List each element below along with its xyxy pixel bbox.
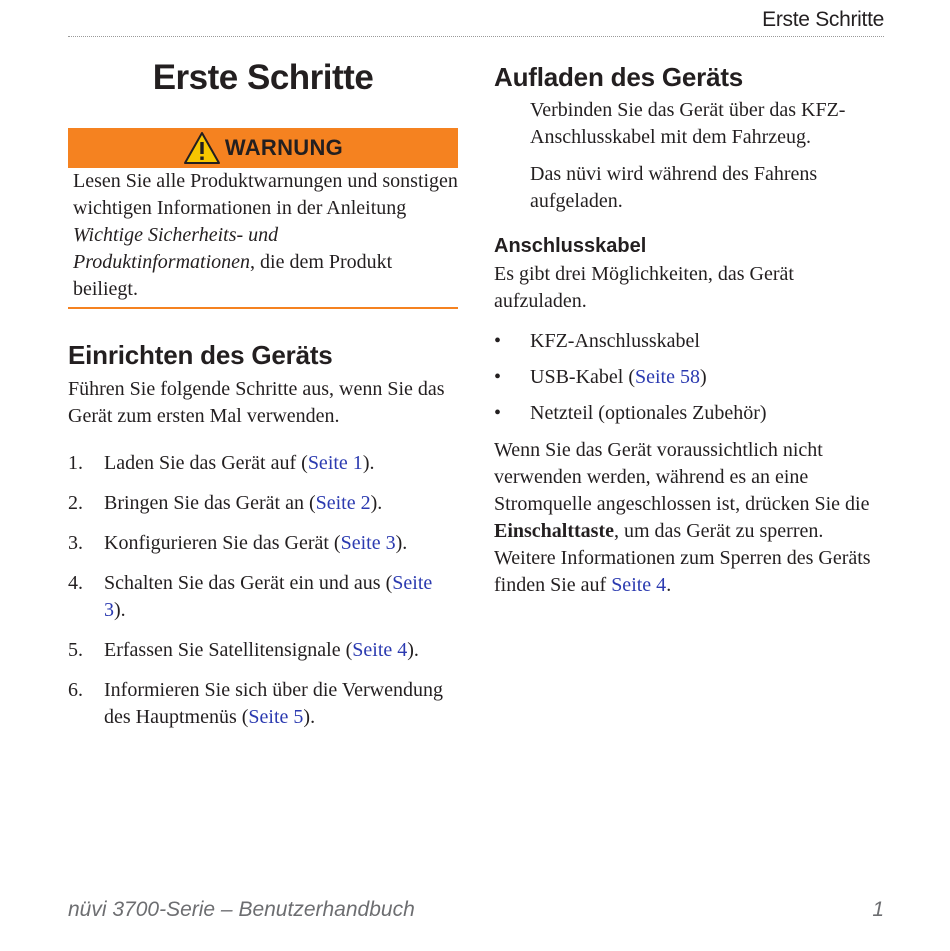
warning-label: WARNUNG [224, 135, 344, 160]
cables-intro: Es gibt drei Möglichkeiten, das Gerät aufzuladen. [494, 263, 794, 312]
page-link[interactable]: Seite 1 [307, 452, 363, 474]
step-text-part: ). [303, 706, 316, 728]
step-number: 5. [68, 639, 83, 661]
warning-banner [68, 128, 458, 168]
step-text [104, 570, 458, 624]
step-text [104, 637, 419, 664]
step-number: 4. [68, 572, 83, 594]
step-text-part: Laden Sie das Gerät auf ( [104, 452, 308, 474]
step-number: 1. [68, 452, 83, 474]
warning-text [73, 168, 458, 303]
step-text-part: ). [407, 639, 419, 661]
step-text-part: Schalten Sie das Gerät ein und aus ( [104, 572, 393, 594]
bullet: • [494, 402, 502, 424]
list-item [68, 637, 458, 664]
step-text [104, 530, 407, 557]
step-text-part: ). [114, 599, 126, 621]
list-item [494, 328, 886, 355]
closing-text-part: . [666, 574, 672, 596]
page-link[interactable]: Seite 3 [340, 532, 396, 554]
bullet-text-part: ) [699, 366, 707, 388]
charging-paragraph-1: Verbinden Sie das Gerät über das KFZ-Anschlusskabel mit dem Fahrzeug. [530, 99, 846, 148]
setup-heading: Einrichten des Geräts [68, 340, 333, 370]
power-key-label: Einschalttaste [494, 520, 614, 542]
cables-closing-paragraph [494, 437, 886, 599]
warning-text-part: , die dem Produkt beiliegt. [73, 251, 393, 300]
step-text [104, 490, 382, 517]
step-text-part: Konfigurieren Sie das Gerät ( [104, 532, 341, 554]
bullet-text-part: KFZ-Anschlusskabel [530, 330, 700, 352]
step-text-part: Informieren Sie sich über die Verwendung des Hauptmenüs ( [104, 679, 443, 728]
bullet-text-part: Netzteil (optionales Zubehör) [530, 402, 767, 424]
warning-divider [68, 307, 458, 309]
page-link[interactable]: Seite 58 [634, 366, 700, 388]
step-number: 3. [68, 532, 83, 554]
charging-heading: Aufladen des Geräts [494, 62, 744, 92]
cables-heading: Anschlusskabel [494, 235, 647, 257]
warning-doc-title: Wichtige Sicherheits- und Produktinformationen [73, 224, 279, 273]
page-title: Erste Schritte [152, 58, 374, 97]
page-link[interactable]: Seite 3 [104, 572, 433, 621]
list-item [68, 570, 458, 624]
step-text-part: ). [362, 452, 375, 474]
warning-triangle-icon [183, 131, 221, 165]
step-text-part: ). [370, 492, 383, 514]
running-header: Erste Schritte [762, 8, 884, 31]
page-link[interactable]: Seite 4 [352, 639, 408, 661]
bullet: • [494, 330, 502, 352]
setup-steps-list [68, 450, 458, 744]
step-text-part: Erfassen Sie Satellitensignale ( [104, 639, 353, 661]
closing-text-part: Wenn Sie das Gerät voraussichtlich nicht verwenden werden, während es an eine Stromquelle angeschlossen ist, drücken Sie die [494, 439, 870, 515]
header-divider [68, 36, 884, 37]
bullet: • [494, 366, 502, 388]
step-number: 2. [68, 492, 83, 514]
list-item [68, 490, 458, 517]
charging-paragraph-2: Das nüvi wird während des Fahrens aufgeladen. [530, 163, 818, 212]
bullet-text-part: USB-Kabel ( [530, 366, 635, 388]
list-item [68, 450, 458, 477]
footer-page-number: 1 [872, 898, 884, 921]
list-item [68, 530, 458, 557]
page-link[interactable]: Seite 5 [248, 706, 304, 728]
footer-manual-title: nüvi 3700-Serie – Benutzerhandbuch [68, 898, 415, 921]
step-text [104, 450, 374, 477]
warning-text-part: Lesen Sie alle Produktwarnungen und sonstigen wichtigen Informationen in der Anleitung [73, 170, 458, 219]
list-item [494, 364, 886, 391]
step-text-part: ). [395, 532, 408, 554]
step-number: 6. [68, 679, 83, 701]
closing-text-part: , um das Gerät zu sperren. Weitere Informationen zum Sperren des Geräts finden Sie auf [494, 520, 871, 596]
step-text-part: Bringen Sie das Gerät an ( [104, 492, 316, 514]
step-text [104, 677, 458, 731]
list-item [68, 677, 458, 731]
setup-intro: Führen Sie folgende Schritte aus, wenn Sie das Gerät zum ersten Mal verwenden. [68, 378, 445, 427]
bullet-text [530, 328, 700, 355]
bullet-text [530, 400, 767, 427]
list-item [494, 400, 886, 427]
page-link[interactable]: Seite 4 [611, 574, 667, 596]
cables-list [494, 328, 886, 436]
bullet-text [530, 364, 707, 391]
page-link[interactable]: Seite 2 [315, 492, 371, 514]
